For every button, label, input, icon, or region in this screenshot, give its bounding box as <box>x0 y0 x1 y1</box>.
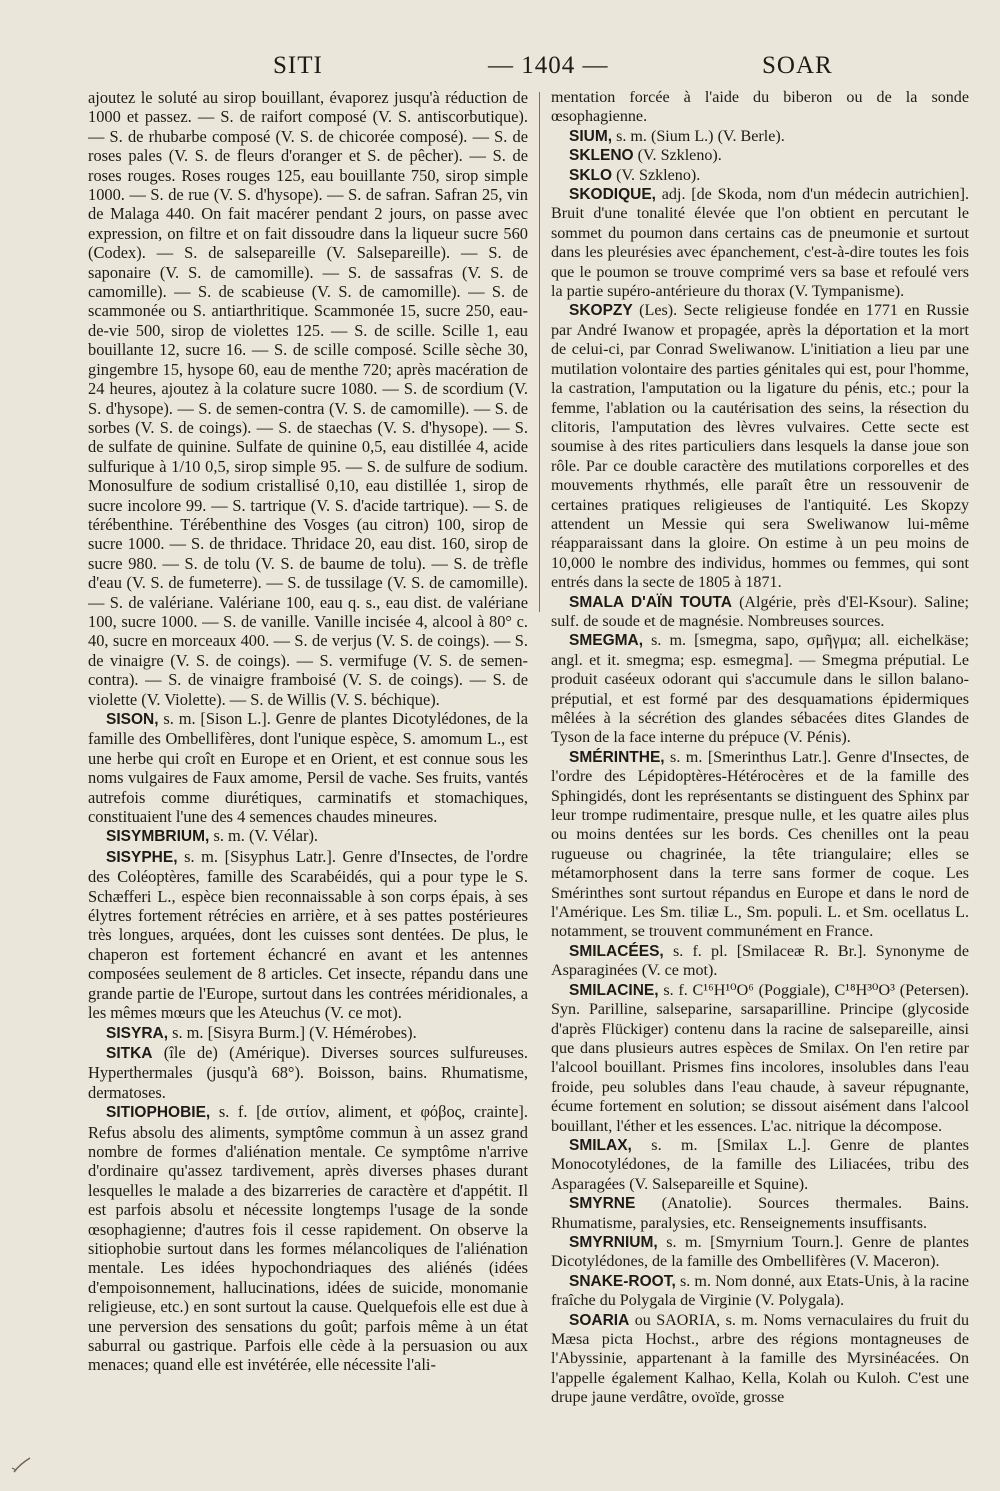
entry-smegma <box>551 631 969 747</box>
headword: SISYMBRIUM, <box>106 828 210 846</box>
headword: SMÉRINTHE, <box>569 748 665 766</box>
headword: SKLENO <box>569 147 634 165</box>
entry-soaria <box>551 1311 969 1408</box>
definition: ou SAORIA, s. m. Noms vernaculaires du fruit du Mæsa picta Hochst., arbre des régions montagneuses de l'Abyssinie, appartenant à la famille des Myrsinéacées. On l'appelle également Kalhao, Kella, Kolah ou Kuloh. C'est une drupe jaune verdâtre, ovoïde, grosse <box>551 1311 969 1407</box>
definition: (V. Szkleno). <box>633 147 722 165</box>
definition: s. f. [de σιτίον, aliment, et φόβος, crainte]. Refus absolu des aliments, symptôme commun à un assez grand nombre de formes d'aliénation mentale. Ce symptôme n'arrive d'ordinaire qu'assez tardivement, après diverses phases durant lesquelles le malade a des bizarreries de caractère et d'appétit. Il est parfois absolu et nécessite longtemps l'usage de la sonde œsophagienne; d'autres fois il cesse rapidement. On observe la sitiophobie surtout dans les formes mélancoliques de l'aliénation mentale. Les idées hypochondriaques des aliénés (idées d'empoisonnement, hallucinations, idées de suicide, monomanie religieuse, etc.) en sont surtout la cause. Quelquefois elle est due à une perversion des sensations du goût; parfois même à un état saburral ou gastrique. Parfois elle cède à la persuasion ou aux menaces; quand elle est invétérée, elle nécessite l'ali- <box>88 1102 528 1375</box>
headword: SITKA <box>106 1044 153 1062</box>
entry-sisyra <box>88 1023 528 1043</box>
definition: s. m. Nom donné, aux Etats-Unis, à la racine fraîche du Polygala de Virginie (V. Polygala). <box>551 1272 969 1310</box>
entry-sium <box>551 127 969 146</box>
definition: s. m. [Sisyphus Latr.]. Genre d'Insectes, de l'ordre des Coléoptères, famille des Scarabéidés, qui a pour type le S. Schæfferi L., espèce bien reconnaissable à son corps épais, à ses élytres fortement rétrécies en arrière, et à ses pattes postérieures très longues, arquées, dont les cuisses sont dentées. De plus, le chaperon est fortement échancré en avant et les antennes composées seulement de 8 articles. Cet insecte, répandu dans une grande partie de l'Europe, surtout dans les contrées méridionales, a les mêmes mœurs que les Ateuchus (V. ce mot). <box>88 846 528 1023</box>
headword: SMILAX, <box>569 1136 632 1154</box>
headword: SMALA D'AÏN TOUTA <box>569 593 732 611</box>
definition: (V. Szkleno). <box>612 166 701 184</box>
headword: SITIOPHOBIE, <box>106 1104 211 1122</box>
definition: s. m. [Sison L.]. Genre de plantes Dicotylédones, de la famille des Ombellifères, dont l'unique espèce, S. amomum L., est une herbe qui croît en Europe et en Orient, et est connue sous les noms vulgaires de Faux amome, Persil de vache. Ses fruits, vantés autrefois comme diurétiques, carminatifs et stomachiques, constituaient l'une des 4 semences chaudes mineures. <box>88 709 528 827</box>
entry-smala <box>551 593 969 632</box>
headword: SNAKE-ROOT, <box>569 1272 676 1290</box>
left-column <box>88 88 528 1458</box>
definition: (Algérie, près d'El-Ksour). Saline; sulf. de soude et de magnésie. Nombreuses sources. <box>551 593 969 630</box>
entry-sitiophobie <box>88 1102 528 1375</box>
running-header <box>0 52 1000 86</box>
definition: (Les). Secte religieuse fondée en 1771 en Russie par André Iwanow et propagée, après la déportation et la mort de celui-ci, par Conrad Sweliwanow. L'initiation a lieu par une mutilation volontaire des parties génitales qui est, pour l'homme, la castration, l'amputation ou la ligature du pénis, etc.; pour la femme, l'ablation ou la cautérisation des seins, la résection du clitoris, l'amputation des lèvres vulvaires. Cette secte est soumise à des rites particuliers dans lesquels la danse joue son rôle. Par ce double caractère des mutilations corporelles et des mouvements rhythmés, elle paraît être un ressouvenir de certaines pratiques religieuses de l'antiquité. Les Skopzy attendent un Messie qui sera Sweliwanow lui-même réapparaissant dans la gloire. On estime à un peu moins de 10,000 le nombre des individus, hommes ou femmes, qui sont entrés dans la secte de 1805 à 1871. <box>551 302 969 592</box>
definition: s. m. (V. Vélar). <box>209 826 318 846</box>
entry-skleno <box>551 146 969 165</box>
entry-smyrnium <box>551 1233 969 1272</box>
right-column <box>551 88 969 1458</box>
entry-sklo <box>551 166 969 185</box>
entry-sisyphe <box>88 847 528 1023</box>
entry-smyrne <box>551 1194 969 1233</box>
entry-snake-root <box>551 1272 969 1311</box>
headword: SMYRNE <box>569 1195 636 1213</box>
entry-skodique <box>551 185 969 301</box>
headword: SMEGMA, <box>569 632 644 650</box>
headword: SISON, <box>106 711 159 728</box>
definition: s. m. (Sium L.) (V. Berle). <box>612 127 785 145</box>
headword: SISYRA, <box>106 1024 169 1042</box>
definition: s. f. C¹⁶H¹⁰O⁶ (Poggiale), C¹⁸H³⁰O³ (Petersen). Syn. Parilline, salseparine, sarsaparilline. Principe (glycoside d'après Flückiger) contenu dans la racine de salsepareille, ainsi que dans plusieurs autres espèces de Smilax. On l'en retire par l'alcool bouillant. Prismes fins incolores, insolubles dans l'eau froide, peu solubles dans l'eau chaude, à saveur répugnante, écume fortement en solution; se dissout aisément dans l'alcool bouillant, l'éther et les essences. L'ac. nitrique la décompose. <box>551 981 969 1135</box>
headword: SKODIQUE, <box>569 186 656 204</box>
column-divider <box>539 92 540 612</box>
entry-sison <box>88 709 528 826</box>
headword: SIUM, <box>569 127 613 145</box>
definition: s. m. [Smerinthus Latr.]. Genre d'Insectes, de l'ordre des Lépidoptères-Hétérocères et de la famille des Sphingidés, dont les représentants se distinguent des Sphinx par leur trompe rudimentaire, presque nulle, et les quatre ailes plus ou moins dentées sur les bords. Ces chenilles ont la peau rugueuse ou chagrinée, la tête triangulaire; elles se métamorphosent dans la terre sans former de coque. Les Smérinthes sont surtout répandus en Europe et dans le nord de l'Amérique. Les Sm. tiliæ L., Sm. populi. L. et Sm. ocellatus L. notamment, se trouvent communément en France. <box>551 748 969 941</box>
entry-smilacees <box>551 942 969 981</box>
headword: SOARIA <box>569 1311 630 1329</box>
definition: (Anatolie). Sources thermales. Bains. Rhumatisme, paralysies, etc. Renseignements insuffisants. <box>551 1195 969 1232</box>
definition: (île de) (Amérique). Diverses sources sulfureuses. Hyperthermales (jusqu'à 68°). Boisson, bains. Rhumatisme, dermatoses. <box>88 1042 528 1102</box>
entry-sitka <box>88 1043 528 1102</box>
page-number: — 1404 — <box>488 52 609 79</box>
entry-skopzy <box>551 301 969 592</box>
headword: SMYRNIUM, <box>569 1233 658 1251</box>
definition: adj. [de Skoda, nom d'un médecin autrichien]. Bruit d'une tonalité élevée que l'on obtient en percutant le sommet du poumon dans certains cas de pneumonie et surtout dans les pleurésies avec épanchement, c'est-à-dire toutes les fois que le poumon se trouve comprimé vers sa base et refoulé vers la partie supéro-antérieure du thorax (V. Tympanisme). <box>551 186 969 301</box>
header-left-guideword: SITI <box>273 52 323 79</box>
header-right-guideword: SOAR <box>762 52 833 79</box>
continued-entry: mentation forcée à l'aide du biberon ou de la sonde œsophagienne. <box>551 89 969 126</box>
headword: SISYPHE, <box>106 848 178 866</box>
continued-entry: ajoutez le soluté au sirop bouillant, évaporez jusqu'à réduction de 1000 et passez. — S. de raifort composé (V. S. antiscorbutique). — S. de rhubarbe composé (V. S. de chicorée composé). — S. de roses pales (V. S. de fleurs d'oranger et S. de pêcher). — S. de roses rouges. Roses rouges 125, eau bouillante 750, sirop simple 1000. — S. de rue (V. S. d'hysope). — S. de safran. Safran 25, vin de Malaga 440. On fait macérer pendant 2 jours, on passe avec expression, on filtre et on fait dissoudre dans la liqueur sucre 560 (Codex). — S. de salsepareille (V. Salsepareille). — S. de saponaire (V. S. de camomille). — S. de sassafras (V. S. de camomille). — S. de scabieuse (V. S. de camomille). — S. de scammonée ou S. antiarthritique. Scammonée 15, sucre 250, eau-de-vie 500, sirop de violettes 125. — S. de scille. Scille 1, eau bouillante 12, sucre 16. — S. de scille composé. Scille sèche 30, gingembre 15, hysope 60, eau de menthe 720; après macération de 24 heures, ajoutez à la colature sucre 1080. — S. de scordium (V. S. d'hysope). — S. de semen-contra (V. S. de camomille). — S. de sorbes (V. S. de coings). — S. de staechas (V. S. d'hysope). — S. de sulfate de quinine. Sulfate de quinine 0,5, eau distillée 4, acide sulfurique à 1/10 0,5, sirop simple 95. — S. de sulfure de sodium. Monosulfure de sodium cristallisé 0,10, eau distillée 1, sirop de sucre incolore 99. — S. tartrique (V. S. d'acide tartrique). — S. de térébenthine. Térébenthine des Vosges (au citron) 100, sirop de sucre 1000. — S. de thridace. Thridace 20, eau dist. 160, sirop de sucre 980. — S. de tolu (V. S. de baume de tolu). — S. de trèfle d'eau (V. S. de fumeterre). — S. de tussilage (V. S. de camomille). — S. de valériane. Valériane 100, eau q. s., eau dist. de valériane 100, sucre 1000. — S. de vanille. Vanille incisée 4, alcool à 80° c. 40, sucre en morceaux 400. — S. de verjus (V. S. de coings). — S. de vinaigre (V. S. de coings). — S. vermifuge (V. S. de semen-contra). — S. de vinaigre framboisé (V. S. de coings). — S. de violette (V. Violette). — S. de Willis (V. S. béchique). <box>88 88 528 709</box>
headword: SKOPZY <box>569 302 633 320</box>
entry-smerinthe <box>551 748 969 942</box>
definition: s. f. pl. [Smilaceæ R. Br.]. Synonyme de Asparaginées (V. ce mot). <box>551 942 969 980</box>
headword: SMILACINE, <box>569 981 659 999</box>
margin-pencil-mark <box>10 1452 34 1476</box>
entry-sisymbrium <box>88 826 528 846</box>
headword: SMILACÉES, <box>569 942 664 960</box>
entry-smilacine <box>551 981 969 1136</box>
definition: s. m. [Sisyra Burm.] (V. Hémérobes). <box>168 1022 417 1042</box>
headword: SKLO <box>569 166 613 184</box>
entry-smilax <box>551 1136 969 1194</box>
definition: s. m. [Smilax L.]. Genre de plantes Monocotylédones, de la famille des Liliacées, tribu des Asparagées (V. Salsepareille et Squine). <box>551 1136 969 1193</box>
definition: s. m. [Smyrnium Tourn.]. Genre de plantes Dicotylédones, de la famille des Ombellifères (V. Maceron). <box>551 1233 969 1271</box>
definition: s. m. [smegma, sapo, σμῆγμα; all. eichelkäse; angl. et it. smegma; esp. esmegma]. — Smegma préputial. Le produit caséeux odorant qui s'accumule dans le sillon balano-préputial, et est formé par des desquamations épidermiques mêlées à la sécrétion des glandes sébacées dites Glandes de Tyson de la face interne du prépuce (V. Pénis). <box>551 632 969 747</box>
